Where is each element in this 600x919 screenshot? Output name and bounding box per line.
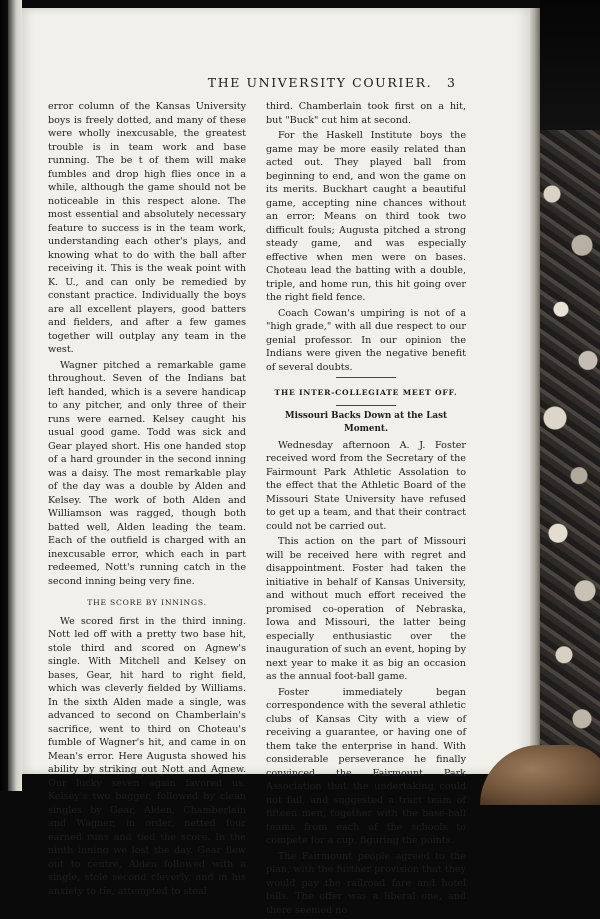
left-paragraph-1: error column of the Kansas University boys is freely dotted, and many of these were wholly inexcusable, the greatest trouble is in team work and base running. The be t of them will make fumbles and drop high flies once in a while, although the game should not be noticeable in this respect alone. The most essential and absolutely necessary feature to success is in the team work, understanding each other's plays, and knowing what to do with the ball after receiving it. This is the weak point with K. U., and can only be remedied by constant practice. Individually the boys are all excellent players, good batters and fielders, and after a few games together will outplay any team in the west. — [48, 101, 246, 355]
section-heading-meet: THE INTER-COLLEGIATE MEET OFF. — [274, 388, 458, 397]
left-paragraph-3: We scored first in the third inning. Nott led off with a pretty two base hit, stole third and scored on Agnew's single. With Mitchell and Kelsey on bases, Gear, hit hard to right field, which was cleverly fielded by Williams. In the sixth Alden made a single, was advanced to second on Chamberlain's sacrifice, went to third on Choteau's fumble of Wagner's hit, and came in on Mean's error. Here Augusta showed his ability by striking out Nott and Agnew. Our lucky seven again favored us. Kelsey's two bagger, followed by clean singles by Gear, Alden, Chamberlain and Wagner, in order, netted four earned runs and tied the score. In the ninth inning we lost the day. Gear flew out to centre, Alden followed with a single, stole second cleverly, and in his anxiety to tie, attempted to steal — [48, 615, 246, 897]
divider-rule — [336, 377, 396, 378]
right-paragraph-6: Foster immediately began correspondence with the several athletic clubs of Kansas City with a view of receiving a guarantee, or having one of them take the enterprise in hand. With considerable perseverance he finally convinced the Fairmount Park Association that the undertaking could not fail, and suggested a tract team of fifteen men, together with the base-ball teams from each of the schools to compete for a cup, figuring the points. — [266, 686, 466, 846]
right-paragraph-2: For the Haskell Institute boys the game may be more easily related than acted out. They played ball from beginning to end, and won the game on its merits. Buckhart caught a beautiful game, accepting nine chances without an error; Means on third took two difficult fouls; Augusta pitched a strong steady game, and was especially effective when men were on bases. Choteau lead the batting with a double, triple, and home run, this hit going over the right field fence. — [266, 130, 466, 303]
right-paragraph-1: third. Chamberlain took first on a hit, but "Buck" cut him at second. — [266, 101, 466, 126]
left-paragraph-2: Wagner pitched a remarkable game throughout. Seven of the Indians bat left handed, which is a severe handicap to any pitcher, and only three of their runs were earned. Kelsey caught his usual good game. Todd was sick and Gear played short. His one handed stop of a hard grounder in the second inning was a daisy. The most remarkable play of the day was a double by Alden and Kelsey. The work of both Alden and Williamson was ragged, though both batted well, Alden leading the team. Each of the outfield is charged with an inexcusable error, which each in part redeemed, Nott's running catch in the second inning being very fine. — [48, 359, 246, 587]
right-paragraph-5: This action on the part of Missouri will be received here with regret and disappointment. Foster had taken the initiative in behalf of Kansas University, and without much effort received the promised co-operation of Nebraska, Iowa and Missouri, the latter being especially enthusiastic over the inauguration of such an event, hoping by next year to make it as big an occasion as the annual foot-ball game. — [266, 536, 466, 682]
right-paragraph-7: The Fairmount people agreed to the plan, with the further provision that they would pay the railroad fare and hotel bills. The offer was a liberal one, and there seemed no — [266, 850, 466, 916]
divider-rule-short — [336, 405, 396, 406]
section-subheading: Missouri Backs Down at the Last Moment. — [284, 410, 448, 434]
right-column — [266, 100, 466, 919]
marbled-endpaper — [540, 130, 600, 770]
right-paragraph-4: Wednesday afternoon A. J. Foster received word from the Secretary of the Fairmount Park Athletic Assolation to the effect that the Athletic Board of the Missouri State University have refused to get up a team, and that their contract could not be carried out. — [266, 439, 466, 532]
section-heading-score: THE SCORE BY INNINGS. — [87, 598, 207, 607]
right-paragraph-3: Coach Cowan's umpiring is not of a "high grade," with all due respect to our genial professor. In our opinion the Indians were given the negative benefit of several doubts. — [266, 307, 466, 373]
running-head: THE UNIVERSITY COURIER. — [207, 75, 433, 90]
page-number: 3 — [447, 75, 455, 90]
facing-page-edge — [8, 0, 22, 791]
left-column — [48, 100, 246, 900]
scan-background-top-right — [540, 0, 600, 130]
page-edge-shadow — [530, 8, 540, 774]
